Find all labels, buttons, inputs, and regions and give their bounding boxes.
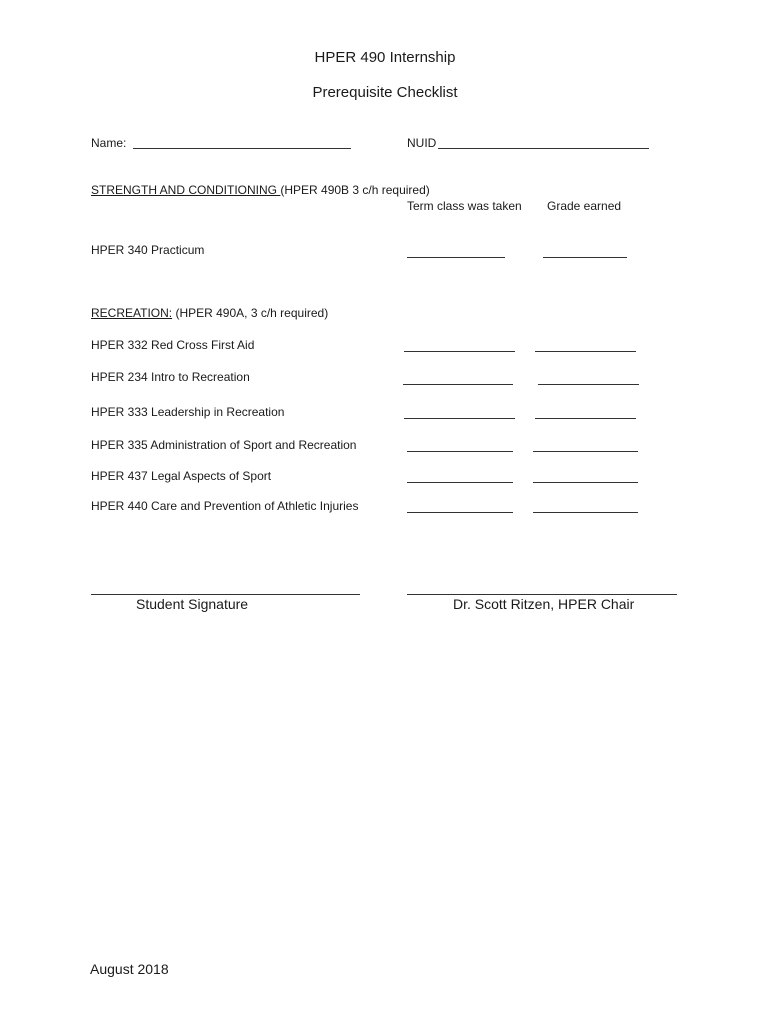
student-signature-label: Student Signature (136, 596, 249, 612)
footer-date: August 2018 (90, 961, 169, 977)
nuid-label: NUID (407, 136, 437, 150)
course-label: HPER 333 Leadership in Recreation (91, 405, 285, 419)
course-label: HPER 332 Red Cross First Aid (91, 338, 255, 352)
term-field[interactable] (407, 512, 513, 513)
nuid-field[interactable] (438, 148, 649, 149)
recreation-heading-note: (HPER 490A, 3 c/h required) (172, 306, 329, 320)
grade-field[interactable] (538, 384, 639, 385)
term-field[interactable] (407, 482, 513, 483)
strength-heading-row (91, 184, 430, 196)
grade-field[interactable] (535, 418, 636, 419)
course-label: HPER 340 Practicum (91, 243, 205, 257)
student-signature-line[interactable] (91, 594, 360, 595)
strength-heading-note: (HPER 490B 3 c/h required) (280, 183, 430, 197)
term-field[interactable] (403, 384, 513, 385)
document-subtitle: Prerequisite Checklist (312, 84, 458, 101)
grade-field[interactable] (543, 257, 627, 258)
course-label: HPER 437 Legal Aspects of Sport (91, 469, 272, 483)
column-header-term: Term class was taken (407, 199, 522, 213)
term-field[interactable] (407, 451, 513, 452)
term-field[interactable] (404, 418, 515, 419)
course-label: HPER 335 Administration of Sport and Recreation (91, 438, 357, 452)
name-field[interactable] (133, 148, 351, 149)
grade-field[interactable] (533, 512, 638, 513)
grade-field[interactable] (533, 451, 638, 452)
term-field[interactable] (407, 257, 505, 258)
recreation-heading-row (91, 307, 328, 319)
course-label: HPER 234 Intro to Recreation (91, 370, 250, 384)
chair-signature-label: Dr. Scott Ritzen, HPER Chair (453, 596, 635, 612)
recreation-heading: RECREATION: (91, 306, 173, 320)
grade-field[interactable] (533, 482, 638, 483)
term-field[interactable] (404, 351, 515, 352)
grade-field[interactable] (535, 351, 636, 352)
document-title: HPER 490 Internship (314, 49, 456, 66)
name-label: Name: (91, 136, 127, 150)
strength-heading: STRENGTH AND CONDITIONING (91, 183, 281, 197)
course-label: HPER 440 Care and Prevention of Athletic Injuries (91, 499, 359, 513)
chair-signature-line[interactable] (407, 594, 677, 595)
column-header-grade: Grade earned (547, 199, 622, 213)
